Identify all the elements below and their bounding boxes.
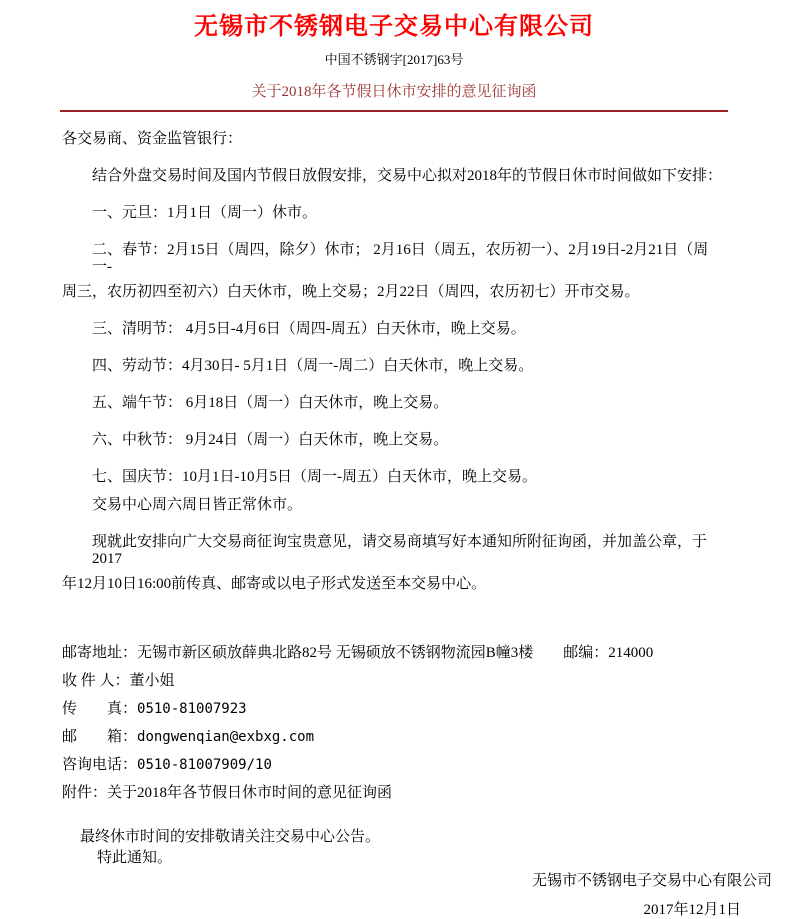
contact-block bbox=[62, 645, 726, 802]
notice-line: 特此通知。 bbox=[97, 850, 173, 866]
contact-row-recipient bbox=[62, 673, 726, 690]
contact-value-attachment: 关于2018年各节假日休市时间的意见征询函 bbox=[107, 785, 393, 801]
request-paragraph-line2: 年12月10日16:00前传真、邮寄或以电子形式发送至本交易中心。 bbox=[62, 576, 487, 592]
salutation: 各交易商、资金监管银行： bbox=[62, 131, 243, 147]
document-body bbox=[0, 131, 788, 867]
document-header bbox=[0, 0, 788, 112]
holiday-item-dragon-boat: 五、端午节： 6月18日（周一）白天休市，晚上交易。 bbox=[92, 395, 449, 411]
contact-value-recipient: 董小姐 bbox=[129, 673, 175, 689]
contact-row-attachment bbox=[62, 785, 726, 802]
holiday-item-national-day: 七、国庆节：10月1日-10月5日（周一-周五）白天休市，晚上交易。 bbox=[92, 469, 537, 485]
signature: 无锡市不锈钢电子交易中心有限公司 bbox=[531, 873, 772, 889]
holiday-item-mid-autumn: 六、中秋节： 9月24日（周一）白天休市，晚上交易。 bbox=[92, 432, 449, 448]
contact-row-email bbox=[62, 729, 726, 746]
contact-row-address bbox=[62, 645, 726, 662]
signature-date: 2017年12月1日 bbox=[643, 902, 741, 918]
holiday-item-new-year: 一、元旦：1月1日（周一）休市。 bbox=[92, 205, 318, 221]
contact-label-attachment: 附件： bbox=[62, 785, 108, 801]
contact-value-email: dongwenqian@exbxg.com bbox=[137, 729, 315, 745]
contact-label-recipient: 收 件 人： bbox=[62, 673, 130, 689]
contact-label-fax: 传 真： bbox=[62, 701, 138, 717]
doc-number: 中国不锈钢字[2017]63号 bbox=[324, 52, 464, 67]
header-divider bbox=[60, 110, 728, 112]
request-paragraph-line1: 现就此安排向广大交易商征询宝贵意见，请交易商填写好本通知所附征询函，并加盖公章，于2017 bbox=[92, 534, 708, 567]
subject-line: 关于2018年各节假日休市安排的意见征询函 bbox=[251, 84, 537, 100]
contact-label-email: 邮 箱： bbox=[62, 729, 138, 745]
holiday-item-labor-day: 四、劳动节：4月30日- 5月1日（周一-周二）白天休市，晚上交易。 bbox=[92, 358, 534, 374]
contact-row-phone bbox=[62, 757, 726, 774]
holiday-item-spring-festival-line1: 二、春节：2月15日（周四，除夕）休市； 2月16日（周五，农历初一）、2月19日-2月21日（周一- bbox=[92, 242, 709, 275]
final-note: 最终休市时间的安排敬请关注交易中心公告。 bbox=[80, 829, 381, 845]
company-title: 无锡市不锈钢电子交易中心有限公司 bbox=[194, 12, 594, 40]
holiday-item-qingming: 三、清明节： 4月5日-4月6日（周四-周五）白天休市，晚上交易。 bbox=[92, 321, 526, 337]
weekend-note: 交易中心周六周日皆正常休市。 bbox=[92, 497, 303, 513]
intro-paragraph: 结合外盘交易时间及国内节假日放假安排，交易中心拟对2018年的节假日休市时间做如下安排： bbox=[92, 168, 723, 184]
contact-value-phone: 0510-81007909/10 bbox=[137, 757, 272, 773]
contact-label-address: 邮寄地址： bbox=[62, 645, 138, 661]
contact-value-fax: 0510-81007923 bbox=[137, 701, 247, 717]
contact-value-address: 无锡市新区硕放薛典北路82号 无锡硕放不锈钢物流园B幢3楼 邮编：214000 bbox=[137, 645, 654, 661]
contact-row-fax bbox=[62, 701, 726, 718]
holiday-item-spring-festival-line2: 周三，农历初四至初六）白天休市，晚上交易；2月22日（周四，农历初七）开市交易。 bbox=[62, 284, 640, 300]
contact-label-phone: 咨询电话： bbox=[62, 757, 138, 773]
